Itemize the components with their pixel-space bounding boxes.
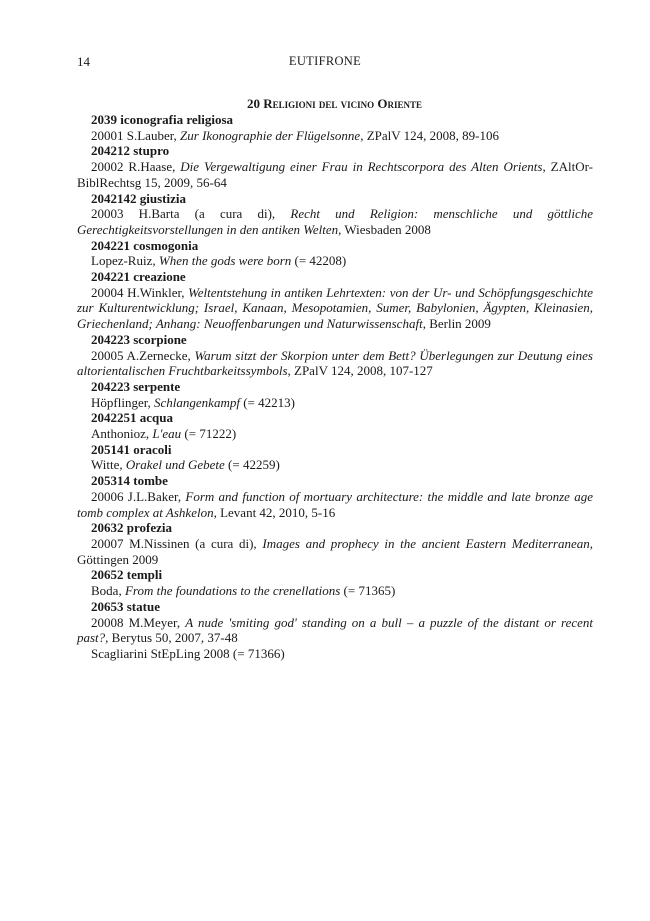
entry-title: L'eau <box>152 426 182 442</box>
entry-author: 20004 H.Winkler, <box>91 284 189 300</box>
entry-title: Die Vergewaltigung einer Frau in Rechtscorpora des Alten Orients <box>180 159 543 175</box>
bibliography-entry <box>77 583 593 599</box>
entry-publication: (= 71222) <box>181 426 237 442</box>
section-heading: 2042142 giustizia <box>91 190 186 206</box>
entry-author: Scagliarini StEpLing 2008 (= 71366) <box>91 645 285 661</box>
entry-publication: , ZPalV 124, 2008, 89-106 <box>360 127 499 143</box>
bibliography-section <box>77 191 593 238</box>
section-heading: 2042251 acqua <box>91 410 173 426</box>
bibliography-section <box>77 567 593 598</box>
entry-title: Zur Ikonographie der Flügelsonne <box>180 127 361 143</box>
bibliography-entry <box>77 206 593 237</box>
bibliography-entry <box>77 489 593 520</box>
bibliography-list <box>77 112 593 662</box>
entry-publication: (= 42208) <box>291 253 347 269</box>
entry-author: Witte, <box>91 457 126 473</box>
entry-author: Höpflinger, <box>91 394 155 410</box>
section-heading: 205141 oracoli <box>91 441 172 457</box>
section-heading: 204223 serpente <box>91 378 181 394</box>
entry-author: 20007 M.Nissinen (a cura di), <box>91 535 263 551</box>
entry-title: Form and function of mortuary architecture: the middle and late bronze age tomb complex at Ashkelon <box>77 488 593 520</box>
entry-title: From the foundations to the crenellations <box>124 583 341 599</box>
entry-title: Orakel und Gebete <box>125 457 225 473</box>
bibliography-entry <box>77 159 593 190</box>
bibliography-entry <box>77 615 593 646</box>
entry-author: Lopez-Ruiz, <box>91 253 159 269</box>
entry-publication: , ZPalV 124, 2008, 107-127 <box>287 363 433 379</box>
section-heading: 20652 templi <box>91 567 163 583</box>
entry-publication: , Levant 42, 2010, 5-16 <box>213 504 336 520</box>
bibliography-section <box>77 238 593 269</box>
entry-title: Schlangenkampf <box>154 394 240 410</box>
bibliography-section <box>77 332 593 379</box>
chapter-title-text: Religioni del vicino Oriente <box>263 96 423 111</box>
bibliography-entry <box>77 536 593 567</box>
section-heading: 20632 profezia <box>91 520 172 536</box>
entry-publication: , ZAltOr-BiblRechtsg 15, 2009, 56-64 <box>77 159 593 190</box>
section-heading: 2039 iconografia religiosa <box>91 112 234 127</box>
entry-author: 20002 R.Haase, <box>91 159 181 175</box>
entry-title: Warum sitzt der Skorpion unter dem Bett? Überlegungen zur Deutung eines altorientalischen Fruchtbarkeitssymbols <box>77 347 593 379</box>
bibliography-section <box>77 143 593 190</box>
bibliography-section <box>77 520 593 567</box>
entry-title: When the gods were born <box>158 253 292 269</box>
entry-author: Boda, <box>91 583 125 599</box>
bibliography-section <box>77 599 593 662</box>
entry-publication: , Berytus 50, 2007, 37-48 <box>105 630 238 646</box>
entry-publication: (= 42259) <box>224 457 280 473</box>
chapter-number: 20 <box>246 96 260 111</box>
entry-publication: , Wiesbaden 2008 <box>338 221 431 237</box>
entry-publication: (= 71365) <box>340 583 396 599</box>
bibliography-section <box>77 410 593 441</box>
section-heading: 205314 tombe <box>91 473 168 489</box>
entry-title: Recht und Religion: menschliche und göttliche Gerechtigkeitsvorstellungen in den antiken Welten <box>77 206 593 237</box>
bibliography-entry <box>77 457 593 473</box>
bibliography-section <box>77 473 593 520</box>
entry-publication: (= 42213) <box>239 394 295 410</box>
entry-publication: , Göttingen 2009 <box>77 535 593 567</box>
entry-author: 20005 A.Zernecke, <box>91 347 195 363</box>
section-heading: 204221 cosmogonia <box>91 237 199 253</box>
entry-author: 20006 J.L.Baker, <box>91 488 186 504</box>
entry-author: 20003 H.Barta (a cura di), <box>91 206 291 222</box>
chapter-title <box>77 96 592 112</box>
bibliography-entry <box>77 426 593 442</box>
bibliography-entry <box>77 253 593 269</box>
bibliography-section <box>77 269 593 332</box>
bibliography-section <box>77 379 593 410</box>
bibliography-entry <box>77 348 593 379</box>
running-title: EUTIFRONE <box>288 54 362 68</box>
bibliography-entry <box>77 285 593 332</box>
bibliography-entry <box>77 128 593 144</box>
bibliography-entry <box>77 646 593 662</box>
entry-author: 20001 S.Lauber, <box>91 127 181 143</box>
entry-title: A nude 'smiting god' standing on a bull – a puzzle of the distant or recent past? <box>77 614 594 646</box>
section-heading: 204212 stupro <box>91 143 170 159</box>
entry-title: Weltentstehung in antiken Lehrtexten: von der Ur- und Schöpfungsgeschichte zur Kulturentwicklung; Israel, Kanaan, Mesopotamien, Sumer, Babylonien, Ägypten, Kleinasien, Griechenland; Anhang: Neuoffenbarungen und Naturwissenschaft <box>77 284 593 332</box>
page-number: 14 <box>77 54 90 69</box>
section-heading: 204221 creazione <box>91 269 186 285</box>
entry-title: Images and prophecy in the ancient Eastern Mediterranean <box>262 535 590 551</box>
entry-publication: , Berlin 2009 <box>422 316 491 332</box>
bibliography-entry <box>77 395 593 411</box>
entry-author: Anthonioz, <box>91 426 153 442</box>
bibliography-section <box>77 112 593 143</box>
section-heading: 20653 statue <box>91 598 160 614</box>
entry-author: 20008 M.Meyer, <box>91 614 186 630</box>
bibliography-section <box>77 442 593 473</box>
section-heading: 204223 scorpione <box>91 331 187 347</box>
